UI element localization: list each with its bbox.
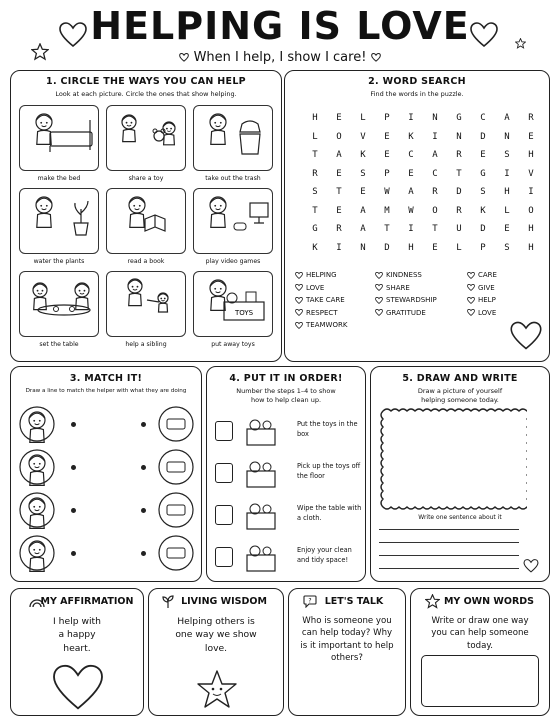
picture-caption: play video games [205, 258, 261, 265]
letter-cell[interactable]: E [384, 131, 390, 142]
word-list-item [375, 284, 467, 292]
letter-cell[interactable]: A [360, 205, 366, 216]
own-words-title: MY OWN WORDS [443, 596, 535, 607]
word-list-item [375, 271, 467, 279]
step-number-box[interactable] [215, 505, 233, 525]
activity-icon[interactable] [157, 405, 195, 443]
wisdom-text: Helping others is one way we show love. [175, 616, 257, 654]
letter-cell[interactable]: T [432, 224, 438, 234]
toy-box-label: TOYS [234, 309, 254, 317]
match-instruction: Draw a line to match the helper with what they are doing [25, 388, 187, 394]
letter-cell[interactable]: C [408, 150, 414, 160]
word-label: GRATITUDE [386, 308, 426, 317]
letter-cell[interactable]: I [408, 113, 414, 123]
letter-cell[interactable]: A [408, 187, 414, 197]
word-list-item [295, 321, 375, 329]
own-words-answer-box[interactable] [421, 655, 539, 707]
heart-icon [295, 272, 303, 279]
word-label: GIVE [478, 283, 495, 292]
step-illustration-icon [241, 415, 281, 449]
word-label: HELP [478, 296, 496, 304]
toy-box-icon [194, 272, 273, 337]
step-number-box[interactable] [215, 421, 233, 441]
own-words-card [410, 588, 550, 716]
letter-cell[interactable]: P [480, 242, 486, 253]
page-title: HELPING IS LOVE [90, 4, 470, 48]
heart-icon [375, 284, 383, 291]
heart-icon [467, 272, 475, 279]
match-dot[interactable] [141, 551, 146, 556]
letter-cell[interactable]: V [360, 131, 366, 142]
word-label: HELPING [306, 271, 337, 279]
letter-cell[interactable]: E [336, 113, 342, 123]
letter-cell[interactable]: V [528, 168, 534, 179]
activity-icon[interactable] [157, 448, 195, 486]
word-list-item [467, 296, 537, 304]
picture-card[interactable] [106, 188, 186, 254]
talk-card [288, 588, 406, 716]
heart-icon [49, 664, 107, 712]
drawing-frame[interactable] [379, 407, 527, 511]
letter-cell[interactable]: E [384, 150, 390, 160]
circle-section [10, 70, 282, 362]
letter-cell[interactable]: A [432, 150, 438, 160]
write-label: Write one sentence about it [418, 514, 502, 521]
letter-cell[interactable]: D [384, 242, 390, 253]
letter-cell[interactable]: H [312, 113, 318, 123]
letter-cell[interactable]: W [408, 205, 414, 216]
letter-cell[interactable]: R [456, 150, 462, 160]
picture-card[interactable] [19, 188, 99, 254]
step-illustration-icon [241, 541, 281, 575]
letter-cell[interactable]: N [432, 113, 438, 123]
own-words-text: Write or draw one way you can help someone today. [431, 616, 529, 651]
letter-cell[interactable]: M [384, 205, 390, 216]
writing-line[interactable] [379, 555, 519, 556]
picture-card[interactable] [193, 105, 273, 171]
picture-caption: help a sibling [125, 341, 167, 348]
heart-icon [375, 272, 383, 279]
match-dot[interactable] [71, 508, 76, 513]
writing-line[interactable] [379, 568, 519, 569]
heart-icon [371, 53, 381, 62]
letter-cell[interactable]: E [336, 205, 342, 216]
heart-icon [467, 297, 475, 304]
heart-icon [179, 53, 189, 62]
match-dot[interactable] [71, 422, 76, 427]
letter-cell[interactable]: K [360, 150, 366, 160]
letter-cell[interactable]: I [432, 131, 438, 142]
match-row [11, 448, 201, 488]
picture-card[interactable] [193, 188, 273, 254]
letter-cell[interactable]: O [336, 131, 342, 142]
step-illustration-icon [241, 499, 281, 533]
table-icon [20, 272, 99, 337]
letter-cell[interactable]: S [360, 168, 366, 179]
word-list-item [295, 284, 375, 292]
letter-cell[interactable]: A [504, 113, 510, 123]
book-icon [107, 189, 186, 254]
letter-cell[interactable]: P [384, 168, 390, 179]
draw-section [370, 366, 550, 582]
letter-cell[interactable]: D [456, 187, 462, 197]
step-number-box[interactable] [215, 547, 233, 567]
letter-cell[interactable]: E [432, 242, 438, 253]
writing-line[interactable] [379, 542, 519, 543]
letter-cell[interactable]: L [504, 205, 510, 216]
heart-icon [469, 22, 499, 48]
plant-icon [20, 189, 99, 254]
heart-icon [295, 297, 303, 304]
step-number-box[interactable] [215, 463, 233, 483]
match-dot[interactable] [141, 465, 146, 470]
heart-icon [523, 559, 539, 573]
letter-cell[interactable]: N [504, 131, 510, 142]
step-text: Pick up the toys off the floor [297, 462, 361, 481]
letter-cell[interactable]: G [456, 113, 462, 123]
word-label: STEWARDSHIP [386, 296, 437, 304]
picture-caption: make the bed [37, 175, 81, 182]
letter-cell[interactable]: C [432, 168, 438, 179]
affirmation-title: MY AFFIRMATION [40, 596, 134, 607]
picture-caption: read a book [127, 258, 165, 265]
letter-cell[interactable]: S [480, 187, 486, 197]
letter-cell[interactable]: S [312, 187, 318, 197]
letter-cell[interactable]: O [432, 205, 438, 216]
wisdom-card [148, 588, 284, 716]
heart-icon [509, 321, 543, 351]
draw-instruction: Draw a picture of yourself helping someone today. [417, 387, 503, 404]
letter-cell[interactable]: D [480, 131, 486, 142]
picture-card[interactable] [106, 105, 186, 171]
letter-cell[interactable]: P [384, 113, 390, 123]
picture-caption: take out the trash [205, 175, 261, 182]
picture-card[interactable] [193, 271, 273, 337]
heart-icon [295, 309, 303, 316]
affirmation-text: I help with a happy heart. [53, 616, 101, 654]
heart-icon [295, 284, 303, 291]
letter-cell[interactable]: R [432, 187, 438, 197]
picture-card[interactable] [19, 271, 99, 337]
match-row [11, 534, 201, 574]
letter-cell[interactable]: E [528, 131, 534, 142]
word-list-item [375, 309, 467, 317]
step-text: Enjoy your clean and tidy space! [297, 546, 352, 565]
word-list-item [467, 284, 537, 292]
subtitle-text: When I help, I show I care! [193, 50, 367, 65]
letter-cell[interactable]: H [528, 150, 534, 160]
letter-cell[interactable]: E [360, 187, 366, 197]
sibling-icon [107, 272, 186, 337]
heart-icon [295, 322, 303, 329]
letter-cell[interactable]: I [504, 168, 510, 179]
letter-cell[interactable]: W [384, 187, 390, 197]
word-list-item [467, 309, 537, 317]
letter-cell[interactable]: R [312, 168, 318, 179]
activity-icon[interactable] [157, 491, 195, 529]
word-label: TAKE CARE [306, 296, 345, 304]
word-list-item [467, 271, 537, 279]
letter-cell[interactable]: L [456, 242, 462, 253]
word-label: KINDNESS [386, 271, 422, 279]
picture-caption: set the table [39, 341, 79, 348]
activity-icon[interactable] [157, 534, 195, 572]
letter-cell[interactable]: T [456, 168, 462, 179]
word-label: LOVE [306, 283, 325, 292]
picture-card[interactable] [106, 271, 186, 337]
letter-cell[interactable]: T [384, 224, 390, 234]
letter-cell[interactable]: H [408, 242, 414, 253]
word-search-section [284, 70, 550, 362]
heart-icon [467, 284, 475, 291]
heart-icon [58, 22, 88, 48]
star-icon [515, 38, 526, 49]
letter-cell[interactable]: K [312, 242, 318, 253]
word-label: SHARE [386, 283, 410, 292]
letter-cell[interactable]: S [504, 242, 510, 253]
letter-cell[interactable]: N [360, 242, 366, 253]
letter-cell[interactable]: I [528, 187, 534, 197]
letter-cell[interactable]: D [480, 224, 486, 234]
order-instruction: Number the steps 1–4 to show how to help clean up. [236, 387, 336, 404]
picture-caption: put away toys [211, 341, 255, 348]
helper-face-icon[interactable] [19, 534, 55, 572]
letter-cell[interactable]: R [456, 205, 462, 216]
writing-line[interactable] [379, 529, 519, 530]
letter-cell[interactable]: R [336, 224, 342, 234]
helper-face-icon[interactable] [19, 405, 55, 443]
word-list-item [295, 271, 375, 279]
word-search-grid[interactable] [303, 109, 543, 257]
step-text: Put the toys in the box [297, 420, 358, 439]
letter-cell[interactable]: G [312, 224, 318, 234]
share-toy-icon [107, 106, 186, 171]
match-title: 3. MATCH IT! [69, 373, 143, 384]
affirmation-card [10, 588, 144, 716]
helper-face-icon[interactable] [19, 491, 55, 529]
match-dot[interactable] [141, 508, 146, 513]
order-step [207, 539, 365, 579]
letter-cell[interactable]: I [336, 242, 342, 253]
video-game-icon [194, 189, 273, 254]
heart-icon [375, 309, 383, 316]
letter-cell[interactable]: A [360, 224, 366, 234]
order-step [207, 497, 365, 537]
picture-caption: share a toy [128, 175, 164, 182]
letter-cell[interactable]: S [504, 150, 510, 160]
talk-text: Who is someone you can help today? Why is it important to help others? [300, 616, 394, 664]
letter-cell[interactable]: H [528, 242, 534, 253]
letter-cell[interactable]: E [480, 150, 486, 160]
letter-cell[interactable]: I [408, 224, 414, 234]
match-dot[interactable] [71, 551, 76, 556]
heart-icon [375, 297, 383, 304]
letter-cell[interactable]: A [336, 150, 342, 160]
match-section [10, 366, 202, 582]
order-step [207, 413, 365, 453]
word-list-item [375, 296, 467, 304]
order-section [206, 366, 366, 582]
letter-cell[interactable]: T [312, 205, 318, 216]
wisdom-title: LIVING WISDOM [181, 596, 267, 607]
letter-cell[interactable]: O [528, 205, 534, 216]
letter-cell[interactable]: T [312, 150, 318, 160]
letter-cell[interactable]: K [408, 131, 414, 142]
letter-cell[interactable]: U [456, 224, 462, 234]
trash-icon [194, 106, 273, 171]
match-row [11, 491, 201, 531]
word-search-instruction: Find the words in the puzzle. [370, 90, 464, 98]
circle-section-instruction: Look at each picture. Circle the ones that show helping. [55, 90, 237, 98]
page-subtitle [0, 50, 560, 65]
order-title: 4. PUT IT IN ORDER! [229, 373, 343, 384]
bed-icon [20, 106, 99, 171]
smiling-star-icon [195, 669, 239, 709]
letter-cell[interactable]: E [408, 168, 414, 179]
picture-caption: water the plants [33, 258, 85, 265]
match-row [11, 405, 201, 445]
letter-cell[interactable]: E [504, 224, 510, 234]
word-label: LOVE [478, 308, 497, 317]
letter-cell[interactable]: R [528, 113, 534, 123]
helper-face-icon[interactable] [19, 448, 55, 486]
letter-cell[interactable]: H [504, 187, 510, 197]
letter-cell[interactable]: N [456, 131, 462, 142]
word-list [295, 271, 545, 329]
picture-card[interactable] [19, 105, 99, 171]
word-search-title: 2. WORD SEARCH [368, 76, 466, 87]
order-step [207, 455, 365, 495]
heart-icon [467, 309, 475, 316]
circle-section-title: 1. CIRCLE THE WAYS YOU CAN HELP [46, 76, 246, 87]
draw-title: 5. DRAW AND WRITE [402, 373, 518, 384]
letter-cell[interactable]: H [528, 224, 534, 234]
svg-text:?: ? [308, 597, 312, 605]
word-label: RESPECT [306, 308, 338, 317]
letter-cell[interactable]: G [480, 168, 486, 179]
talk-title: LET'S TALK [324, 596, 384, 607]
match-dot[interactable] [141, 422, 146, 427]
match-dot[interactable] [71, 465, 76, 470]
letter-cell[interactable]: C [480, 113, 486, 123]
letter-cell[interactable]: L [360, 113, 366, 123]
step-text: Wipe the table with a cloth. [297, 504, 362, 523]
word-label: TEAMWORK [306, 321, 348, 329]
word-label: CARE [478, 271, 497, 279]
step-illustration-icon [241, 457, 281, 491]
word-list-item [295, 309, 375, 317]
letter-cell[interactable]: E [336, 168, 342, 179]
word-list-item [295, 296, 375, 304]
letter-cell[interactable]: T [336, 187, 342, 197]
letter-cell[interactable]: K [480, 205, 486, 216]
letter-cell[interactable]: L [312, 131, 318, 142]
